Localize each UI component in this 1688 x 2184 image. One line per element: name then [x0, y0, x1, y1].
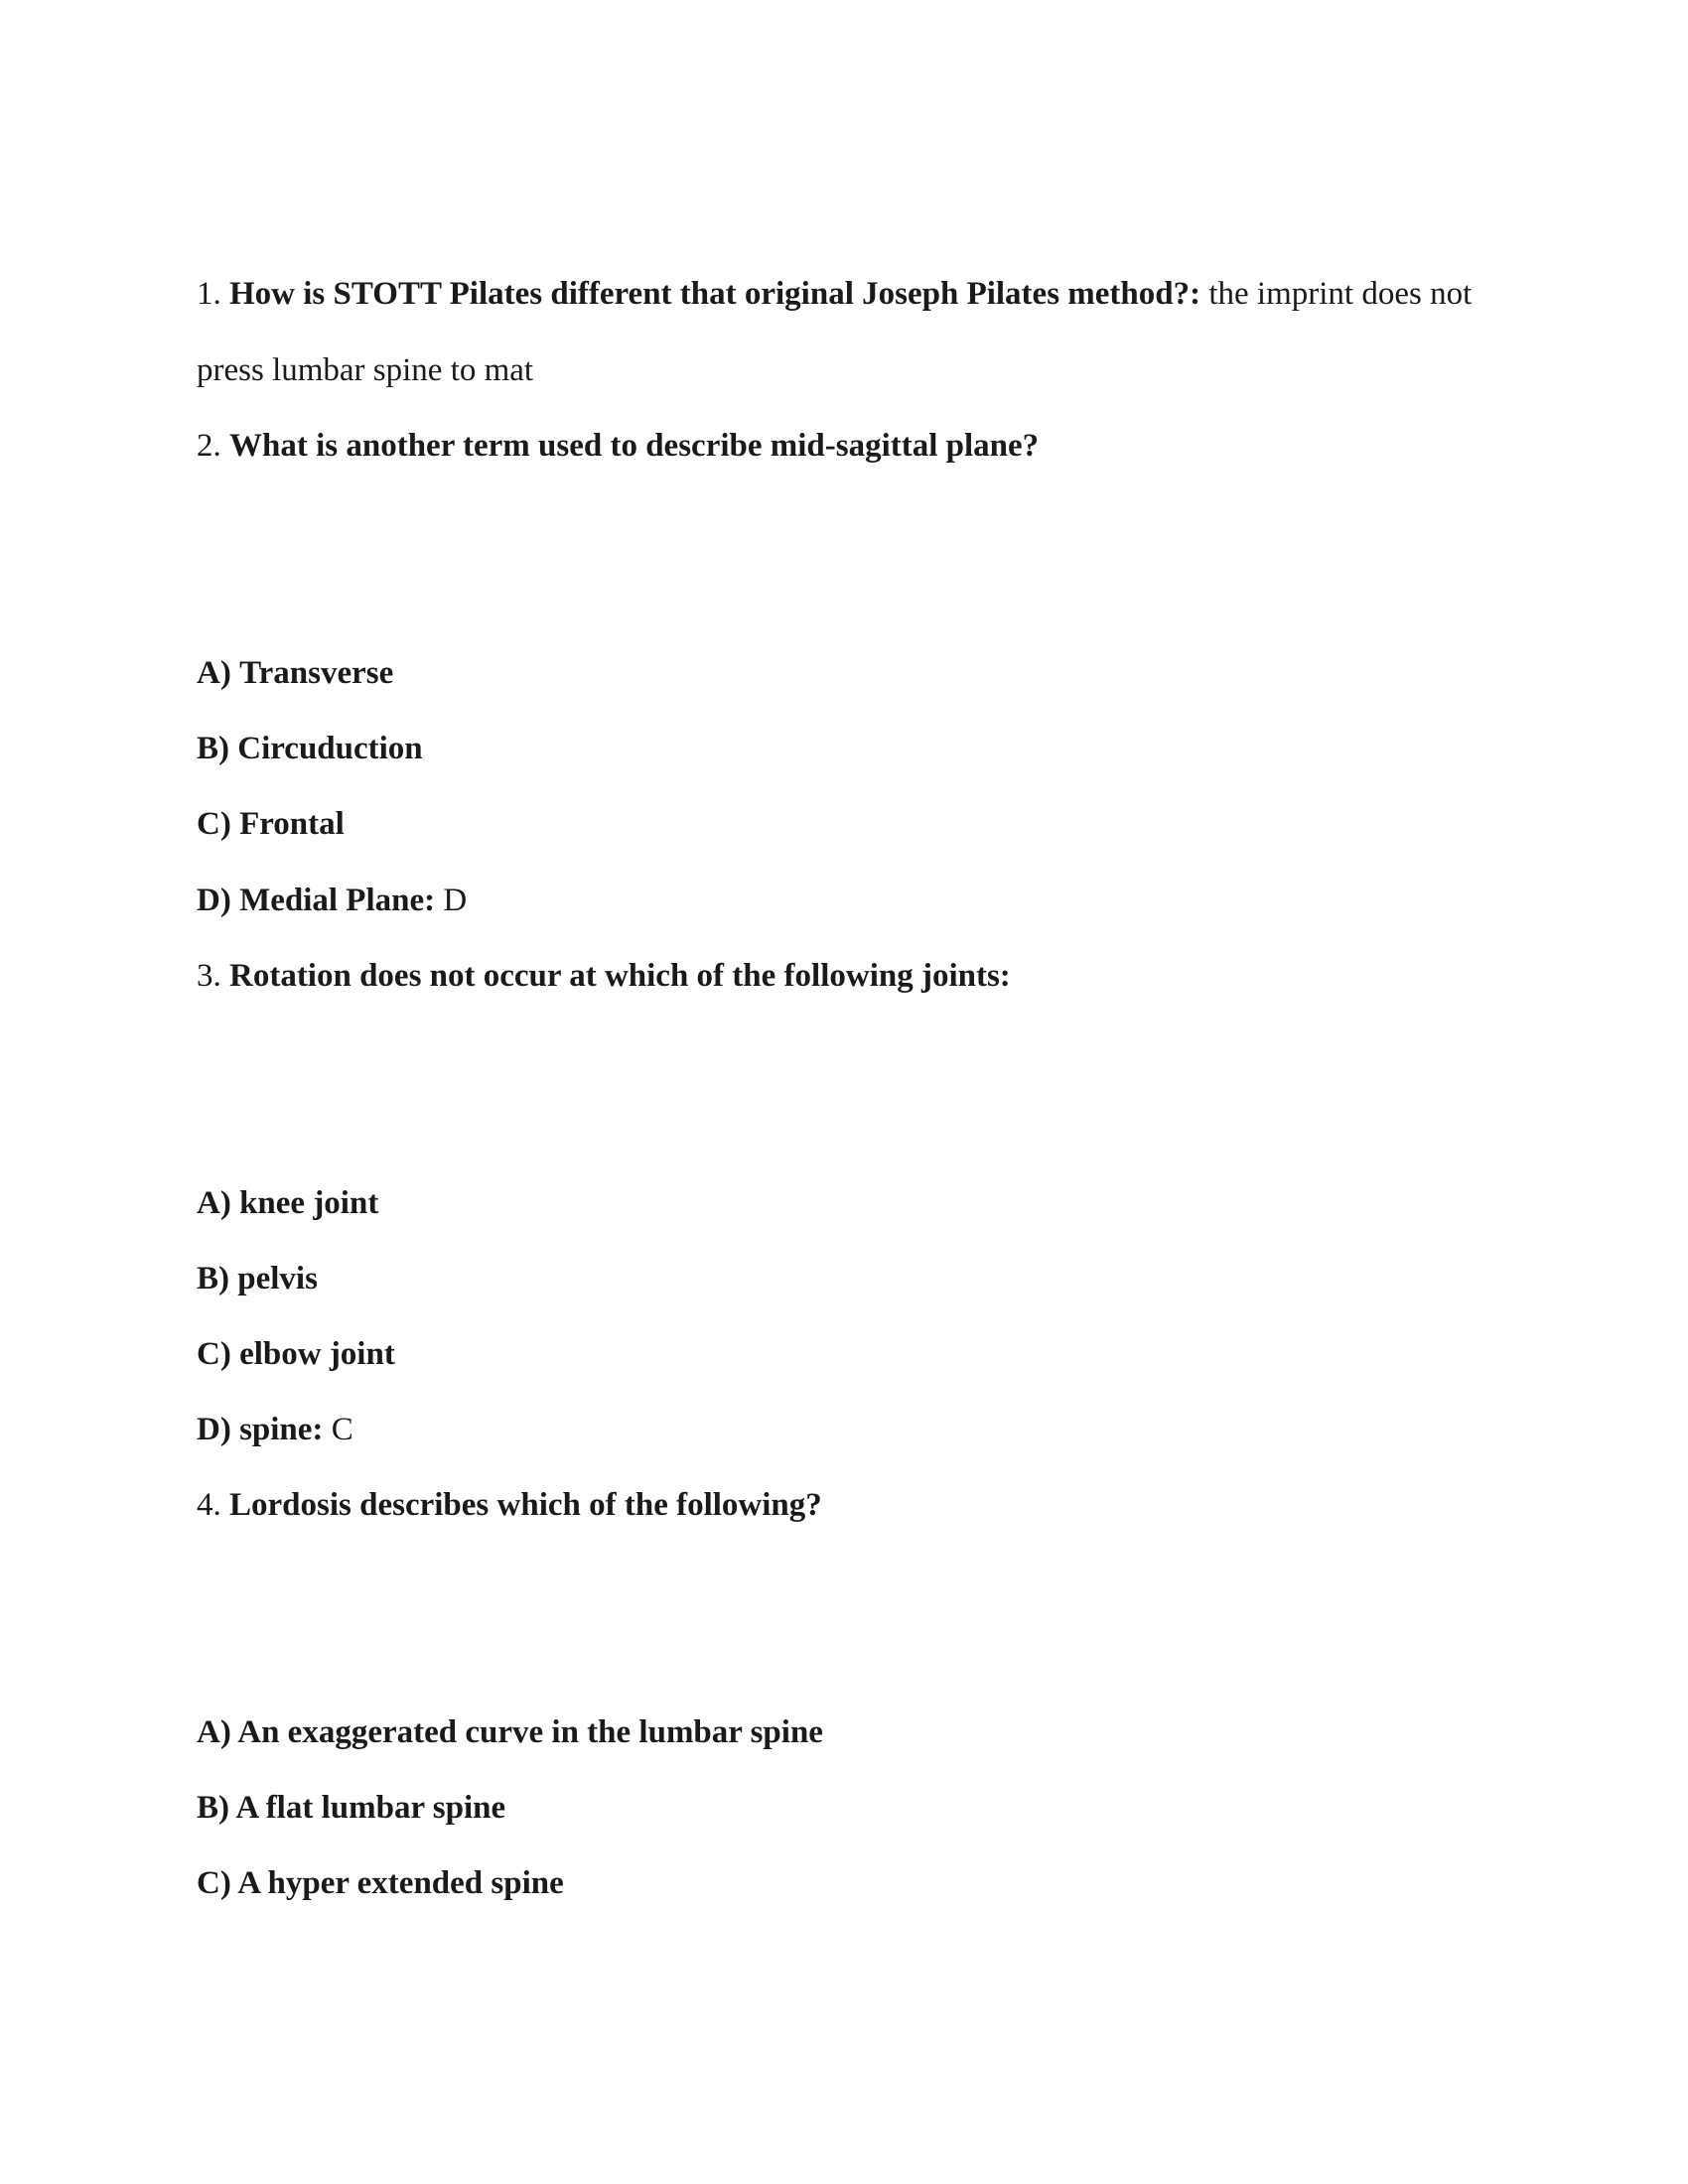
option-d: [197, 1410, 353, 1449]
option-d: [197, 881, 467, 920]
option-a: A) An exaggerated curve in the lumbar spine: [197, 1714, 823, 1750]
option-d-label: D) spine:: [197, 1412, 324, 1447]
answer-continuation: press lumbar spine to mat: [197, 352, 534, 388]
question-2: [197, 426, 1039, 466]
option-c: C) Frontal: [197, 806, 345, 842]
question-number: 4.: [197, 1487, 221, 1523]
option-b: B) pelvis: [197, 1261, 318, 1297]
question-text: What is another term used to describe mid-sagittal plane?: [229, 428, 1040, 464]
question-number: 1.: [197, 276, 221, 312]
option-b: B) A flat lumbar spine: [197, 1790, 506, 1826]
answer-text: C: [331, 1412, 353, 1447]
option-d-label: D) Medial Plane:: [197, 883, 436, 918]
question-3: [197, 956, 1011, 996]
answer-text: D: [443, 883, 468, 918]
question-4: [197, 1485, 822, 1525]
option-c: C) elbow joint: [197, 1336, 395, 1372]
answer-text: the imprint does not: [1208, 276, 1473, 312]
option-a: A) Transverse: [197, 655, 394, 691]
question-text: How is STOTT Pilates different that original Joseph Pilates method?:: [229, 276, 1201, 312]
option-c: C) A hyper extended spine: [197, 1865, 564, 1901]
question-text: Lordosis describes which of the following?: [229, 1487, 822, 1523]
question-number: 2.: [197, 428, 221, 464]
question-text: Rotation does not occur at which of the following joints:: [229, 958, 1011, 994]
question-number: 3.: [197, 958, 221, 994]
option-b: B) Circuduction: [197, 731, 423, 766]
question-1: [197, 274, 1472, 314]
option-a: A) knee joint: [197, 1185, 379, 1221]
